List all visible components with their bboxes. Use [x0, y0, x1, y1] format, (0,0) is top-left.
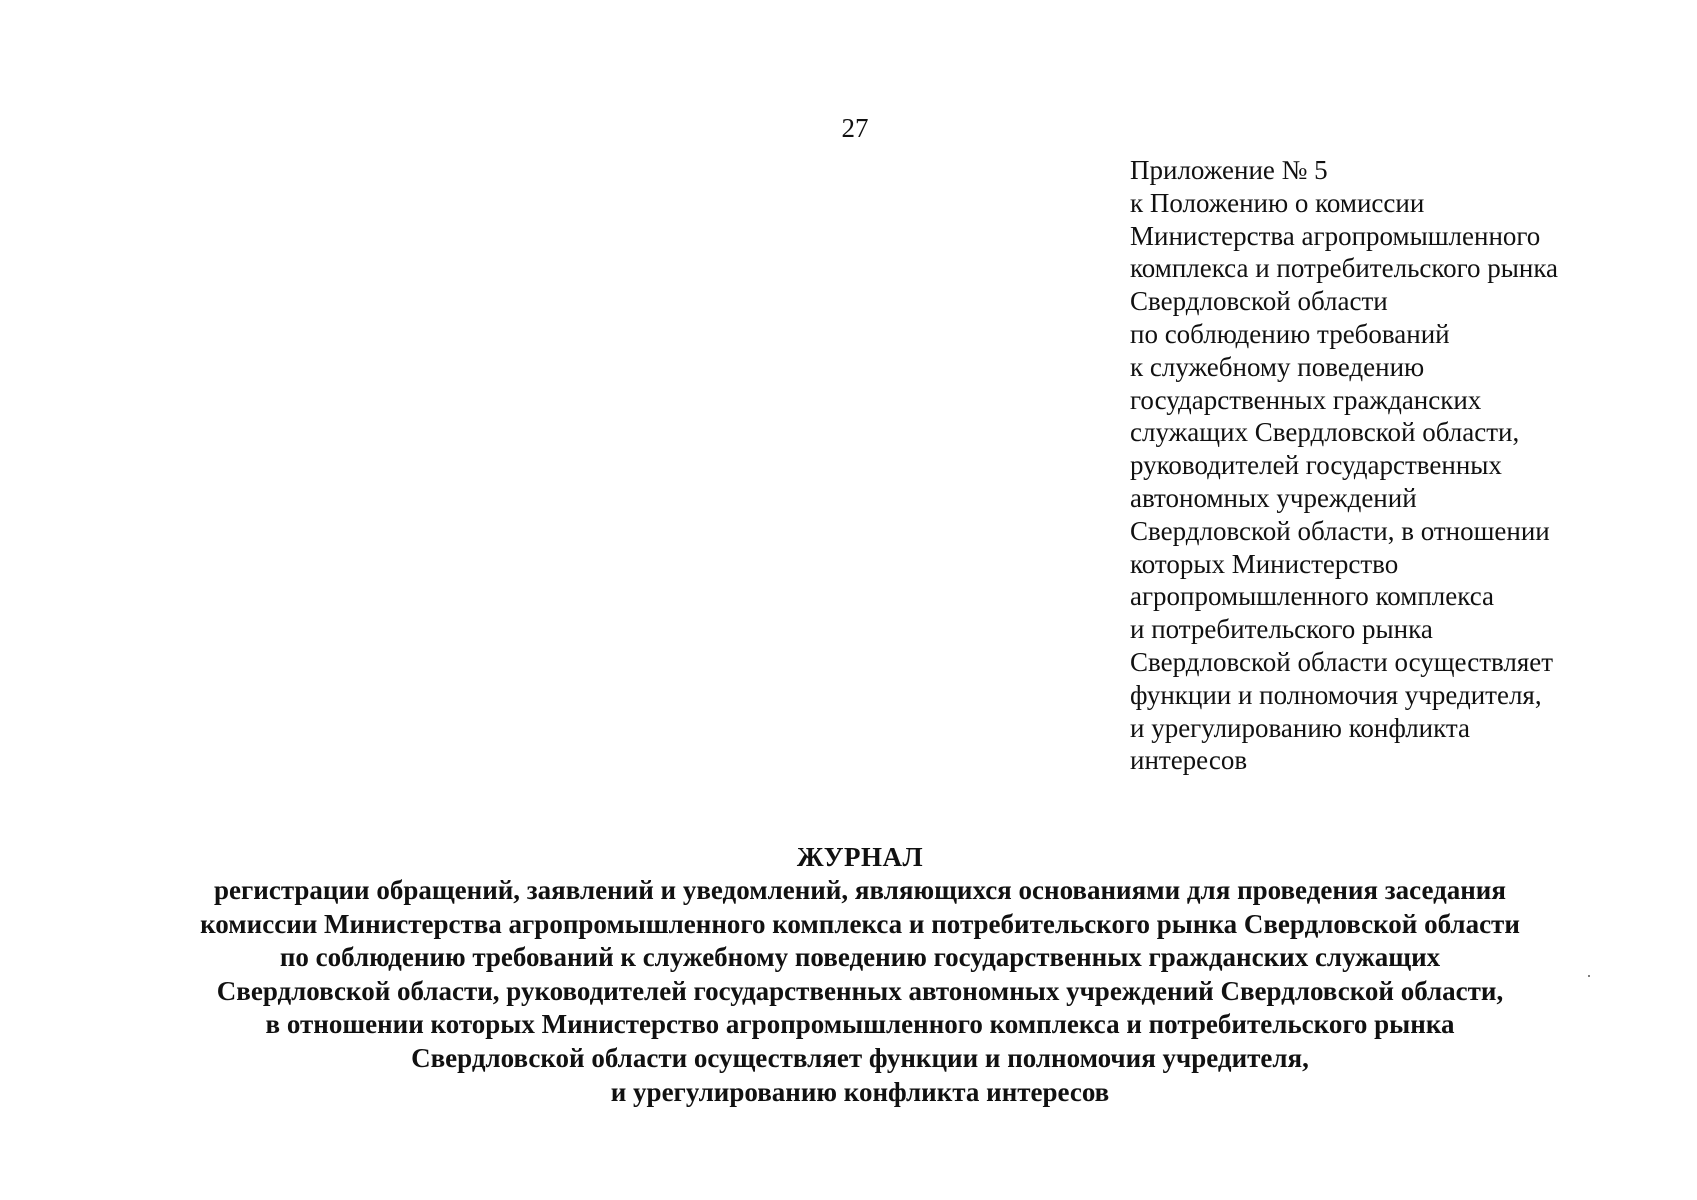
page-number: 27	[841, 113, 869, 143]
journal-subtitle-line: в отношении которых Министерство агропромышленного комплекса и потребительского рынка	[265, 1009, 1455, 1040]
journal-subtitle-line: комиссии Министерства агропромышленного комплекса и потребительского рынка Свердловской области	[200, 908, 1520, 939]
appendix-line: Свердловской области	[1130, 286, 1388, 317]
appendix-line: к Положению о комиссии	[1130, 187, 1425, 218]
appendix-line: Свердловской области, в отношении	[1130, 515, 1550, 546]
journal-heading	[0, 840, 1697, 1109]
journal-subtitle-line: Свердловской области, руководителей государственных автономных учреждений Свердловской области,	[216, 975, 1504, 1006]
journal-subtitle-line: по соблюдению требований к служебному поведению государственных гражданских служащих	[279, 942, 1441, 973]
appendix-line: Приложение № 5	[1130, 155, 1328, 185]
appendix-line: интересов	[1130, 745, 1248, 776]
appendix-line: по соблюдению требований	[1130, 318, 1450, 349]
appendix-line: агропромышленного комплекса	[1130, 581, 1494, 612]
appendix-line: к служебному поведению	[1130, 351, 1425, 382]
appendix-line: Свердловской области осуществляет	[1130, 646, 1554, 677]
journal-subtitle-line: Свердловской области осуществляет функции и полномочия учредителя,	[411, 1042, 1309, 1073]
appendix-line: и урегулированию конфликта	[1130, 712, 1471, 743]
journal-subtitle-line: регистрации обращений, заявлений и уведомлений, являющихся основаниями для проведения заседания	[214, 875, 1506, 905]
appendix-line: которых Министерство	[1130, 548, 1399, 579]
journal-subtitle-line: и урегулированию конфликта интересов	[610, 1076, 1110, 1107]
appendix-line: и потребительского рынка	[1130, 614, 1433, 645]
scan-speck	[1588, 975, 1590, 977]
appendix-line: государственных гражданских	[1130, 384, 1482, 415]
appendix-line: Министерства агропромышленного	[1130, 220, 1541, 251]
appendix-line: руководителей государственных	[1130, 450, 1502, 481]
appendix-line: служащих Свердловской области,	[1130, 417, 1520, 448]
appendix-note	[1130, 154, 1650, 777]
appendix-line: автономных учреждений	[1130, 482, 1417, 513]
appendix-line: функции и полномочия учредителя,	[1130, 679, 1542, 710]
journal-title: ЖУРНАЛ	[796, 842, 924, 872]
appendix-line: комплекса и потребительского рынка	[1130, 253, 1559, 284]
